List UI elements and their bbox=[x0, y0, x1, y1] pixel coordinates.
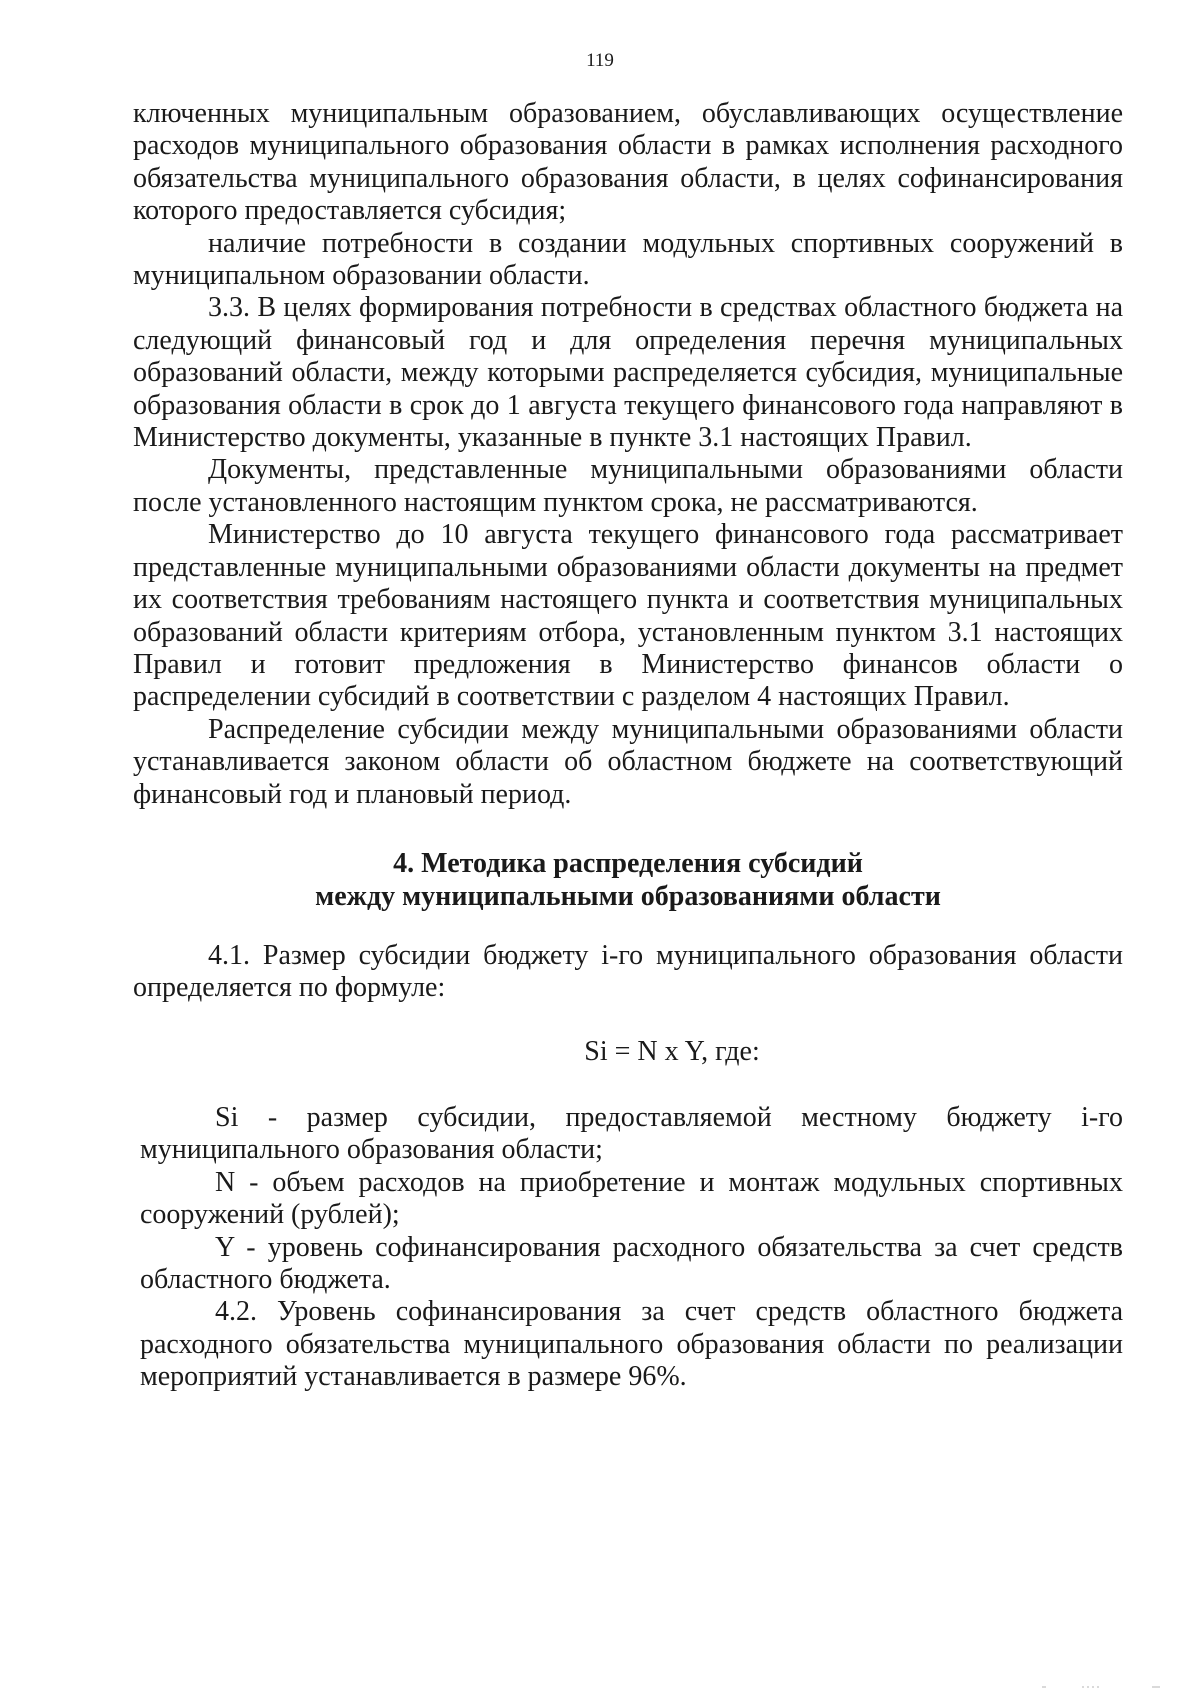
paragraph-late-documents: Документы, представленные муниципальными образованиями области после установленного настоящим пунктом срока, не рассматриваются. bbox=[133, 454, 1123, 518]
paragraph-ministry-review: Министерство до 10 августа текущего финансового года рассматривает представленные муниципальными образованиями области документы на предмет их соответствия требованиям настоящего пункта и соответствия муниципальных образований области критериям отбора, установленным пунктом 3.1 настоящих Правил и готовит предложения в Министерство финансов области о распределении субсидий в соответствии с разделом 4 настоящих Правил. bbox=[133, 519, 1123, 713]
formula-definitions bbox=[140, 1102, 1123, 1394]
section-heading-line-2: между муниципальными образованиями области bbox=[315, 881, 941, 912]
page-number: 119 bbox=[586, 50, 614, 71]
text-block-4-1 bbox=[133, 940, 1123, 1005]
section-heading bbox=[133, 847, 1123, 913]
definition-y: Y - уровень софинансирования расходного обязательства за счет средств областного бюджета. bbox=[140, 1231, 1123, 1296]
paragraph-4-1: 4.1. Размер субсидии бюджету i-го муниципального образования области определяется по формуле: bbox=[133, 940, 1123, 1004]
subsidy-formula: Si = N x Y, где: bbox=[584, 1036, 760, 1067]
text-block-section-3 bbox=[133, 98, 1123, 811]
paragraph-distribution-law: Распределение субсидии между муниципальными образованиями области устанавливается законом области об областном бюджете на соответствующий финансовый год и плановый период. bbox=[133, 713, 1123, 810]
paragraph-need-criterion: наличие потребности в создании модульных спортивных сооружений в муниципальном образовании области. bbox=[133, 227, 1123, 292]
scan-artifact bbox=[1042, 1683, 1172, 1689]
paragraph-3-3: 3.3. В целях формирования потребности в средствах областного бюджета на следующий финансовый год и для определения перечня муниципальных образований области, между которыми распределяется субсидия, муниципальные образования области в срок до 1 августа текущего финансового года направляют в Министерство документы, указанные в пункте 3.1 настоящих Правил. bbox=[133, 292, 1123, 454]
paragraph-continuation: ключенных муниципальным образованием, обуславливающих осуществление расходов муниципального образования области в рамках исполнения расходного обязательства муниципального образования области, в целях софинансирования которого предоставляется субсидия; bbox=[133, 98, 1123, 227]
section-heading-line-1: 4. Методика распределения субсидий bbox=[393, 848, 863, 879]
paragraph-4-2: 4.2. Уровень софинансирования за счет средств областного бюджета расходного обязательства муниципального образования области по реализации мероприятий устанавливается в размере 96%. bbox=[140, 1296, 1123, 1393]
definition-si: Si - размер субсидии, предоставляемой местному бюджету i-го муниципального образования области; bbox=[140, 1102, 1123, 1166]
definition-n: N - объем расходов на приобретение и монтаж модульных спортивных сооружений (рублей); bbox=[140, 1166, 1123, 1231]
